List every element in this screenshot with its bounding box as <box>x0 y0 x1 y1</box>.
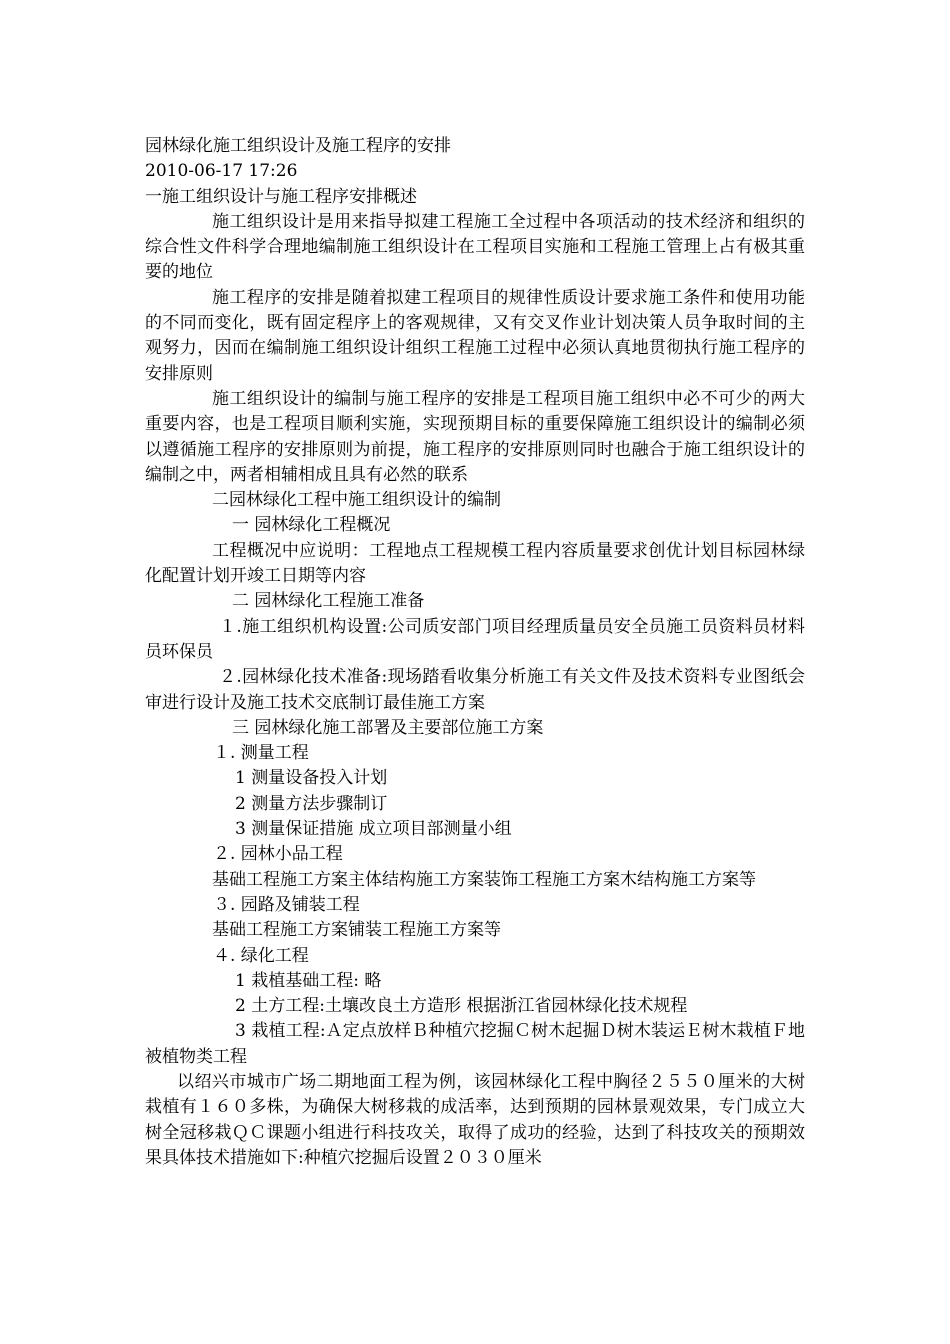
document-title: 园林绿化施工组织设计及施工程序的安排 <box>145 136 451 156</box>
step-2: ２. 园林小品工程 <box>213 844 343 865</box>
document-date: 2010-06-17 17:26 <box>145 161 298 182</box>
step-4: ４. 绿化工程 <box>213 945 309 966</box>
subsection-heading-2: 二 园林绿化工程施工准备 <box>232 591 425 612</box>
list-item-2: ２.园林绿化技术准备:现场踏看收集分析施工有关文件及技术资料专业图纸会审进行设计及施工技术交底制订最佳施工方案 <box>145 667 805 713</box>
paragraph-3: 施工组织设计的编制与施工程序的安排是工程项目施工组织中必不可少的两大重要内容，也是工程项目顺利实施，实现预期目标的重要保障施工组织设计的编制必须以遵循施工程序的安排原则为前提，施工程序的安排原则同时也融合于施工组织设计的编制之中，两者相辅相成且具有必然的联系 <box>145 388 805 485</box>
document-body <box>145 134 805 1171</box>
step-2-text: 基础工程施工方案主体结构施工方案装饰工程施工方案木结构施工方案等 <box>212 869 756 890</box>
step-1a: 1 测量设备投入计划 <box>235 768 388 789</box>
paragraph-2: 施工程序的安排是随着拟建工程项目的规律性质设计要求施工条件和使用功能的不同而变化，既有固定程序上的客观规律，又有交叉作业计划决策人员争取时间的主观努力，因而在编制施工组织设计组织工程施工过程中必须认真地贯彻执行施工程序的安排原则 <box>145 287 805 384</box>
step-1c: 3 测量保证措施 成立项目部测量小组 <box>235 819 512 840</box>
paragraph-1: 施工组织设计是用来指导拟建工程施工全过程中各项活动的技术经济和组织的综合性文件科学合理地编制施工组织设计在工程项目实施和工程施工管理上占有极其重要的地位 <box>145 211 805 283</box>
list-item-1: １.施工组织机构设置:公司质安部门项目经理质量员安全员施工员资料员材料员环保员 <box>145 616 805 662</box>
subsection-heading-3: 三 园林绿化施工部署及主要部位施工方案 <box>232 717 544 738</box>
step-4a: 1 栽植基础工程: 略 <box>235 970 382 991</box>
section-heading-2: 二园林绿化工程中施工组织设计的编制 <box>212 490 501 511</box>
step-3-text: 基础工程施工方案铺装工程施工方案等 <box>212 920 501 941</box>
step-4c: 3 栽植工程:Ａ定点放样Ｂ种植穴挖掘Ｃ树木起掘Ｄ树木装运Ｅ树木栽植Ｆ地被植物类工程 <box>145 1021 805 1067</box>
paragraph-4: 工程概况中应说明：工程地点工程规模工程内容质量要求创优计划目标园林绿化配置计划开竣工日期等内容 <box>145 540 805 587</box>
step-1: １. 测量工程 <box>213 743 309 764</box>
paragraph-5: 以绍兴市城市广场二期地面工程为例，该园林绿化工程中胸径２５５０厘米的大树栽植有１６０多株，为确保大树移栽的成活率，达到预期的园林景观效果，专门成立大树全冠移栽ＱＣ课题小组进行科技攻关，取得了成功的经验，达到了科技攻关的预期效果具体技术措施如下:种植穴挖掘后设置２０３０厘米 <box>145 1071 805 1168</box>
step-1b: 2 测量方法步骤制订 <box>235 793 388 814</box>
step-4b: 2 土方工程:土壤改良土方造形 根据浙江省园林绿化技术规程 <box>235 996 688 1017</box>
subsection-heading-1: 一 园林绿化工程概况 <box>232 515 391 536</box>
section-heading-1: 一施工组织设计与施工程序安排概述 <box>145 186 417 207</box>
step-3: ３. 园路及铺装工程 <box>213 894 360 915</box>
